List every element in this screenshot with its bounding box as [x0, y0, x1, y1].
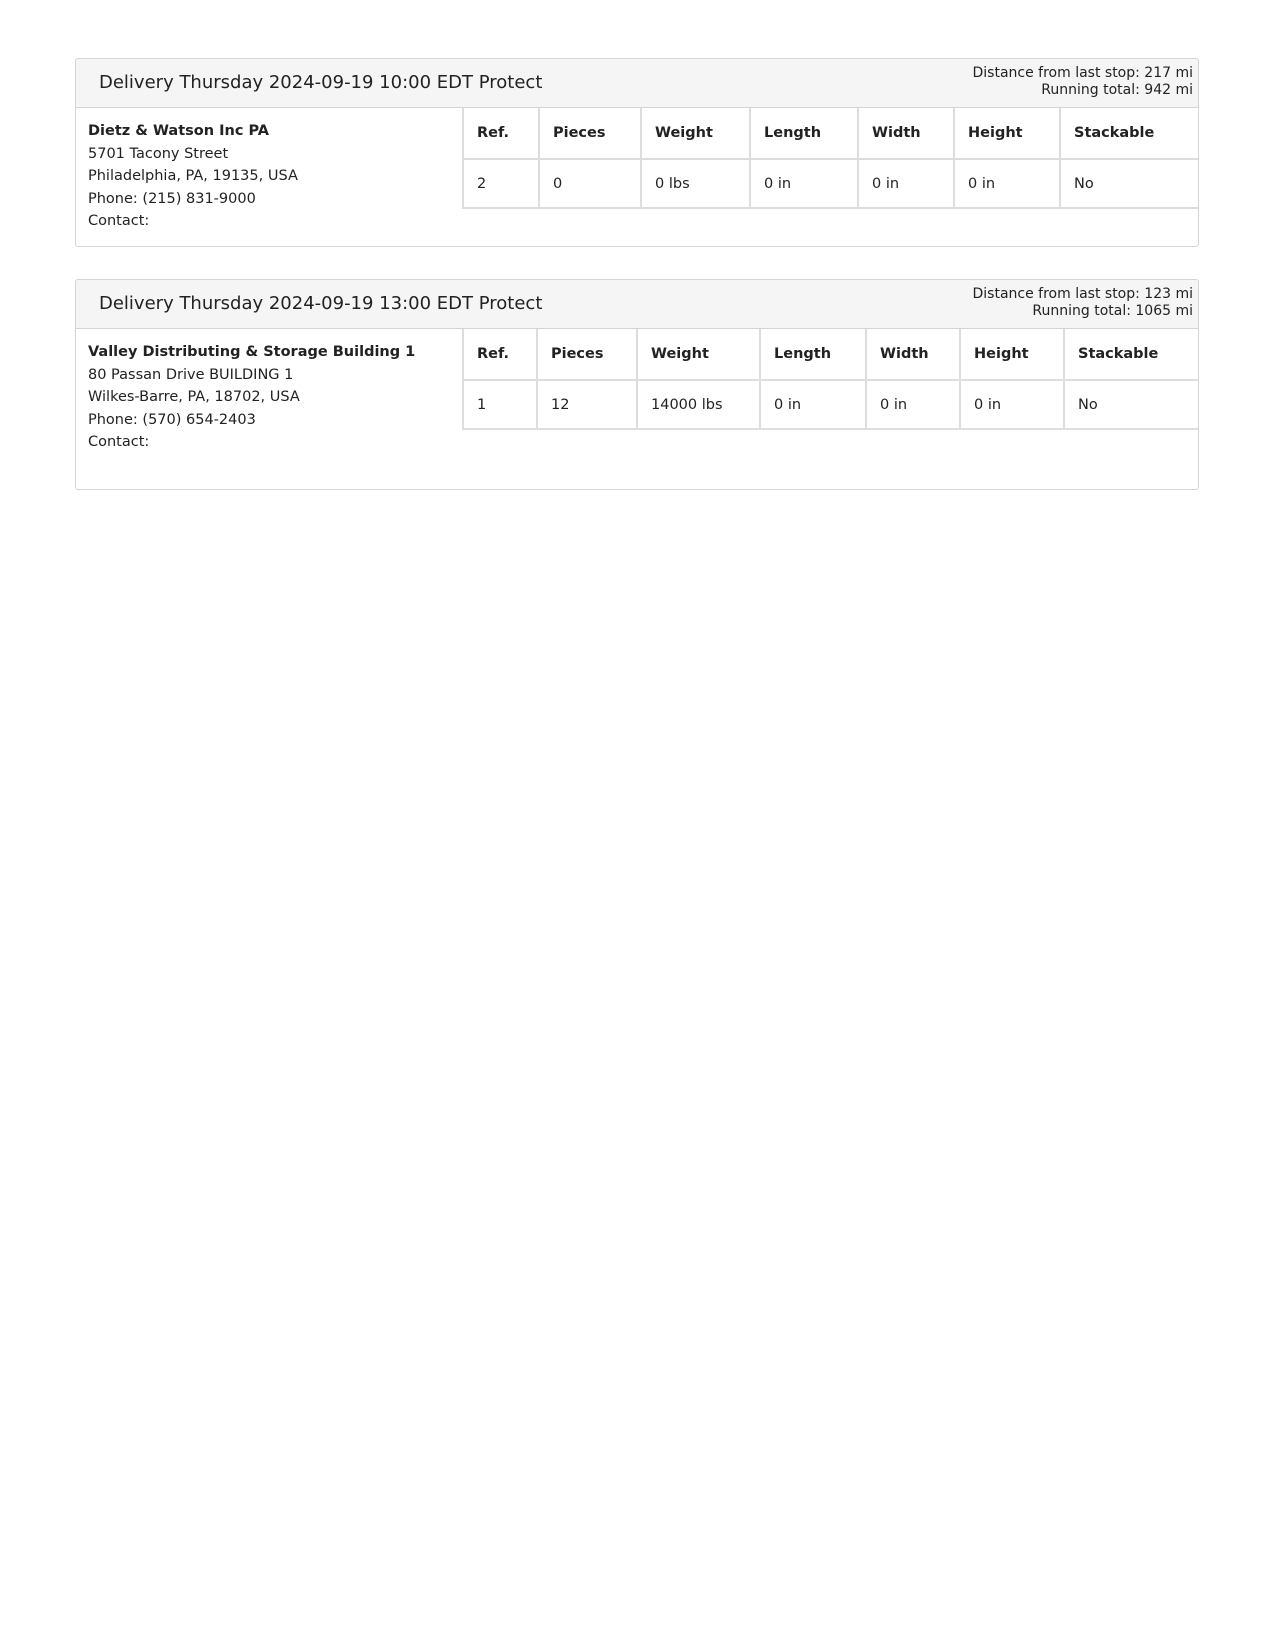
freight-table [462, 329, 1199, 430]
street-address: 80 Passan Drive BUILDING 1 [88, 366, 294, 383]
table-cell: 2 [463, 159, 539, 208]
phone: Phone: (570) 654-2403 [88, 411, 256, 428]
table-cell: No [1060, 159, 1199, 208]
city-state-zip: Philadelphia, PA, 19135, USA [88, 168, 298, 184]
table-cell: 0 [539, 159, 641, 208]
table-cell: 0 in [858, 159, 954, 208]
stop-header [76, 280, 1198, 329]
distance-info [973, 286, 1194, 320]
column-header: Pieces [539, 108, 641, 159]
column-header: Height [960, 329, 1064, 380]
table-row [463, 380, 1199, 429]
column-header: Ref. [463, 329, 537, 380]
contact: Contact: [88, 434, 150, 450]
table-cell: 0 in [954, 159, 1060, 208]
table-cell: 0 lbs [641, 159, 750, 208]
column-header: Length [750, 108, 858, 159]
column-header: Weight [637, 329, 760, 380]
table-cell: 1 [463, 380, 537, 429]
column-header: Pieces [537, 329, 637, 380]
stop-title: Delivery Thursday 2024-09-19 13:00 EDT Protect [99, 293, 543, 314]
street-address: 5701 Tacony Street [88, 145, 229, 162]
table-cell: 0 in [960, 380, 1064, 429]
running-total: Running total: 942 mi [1041, 82, 1193, 98]
column-header: Weight [641, 108, 750, 159]
table-cell: 14000 lbs [637, 380, 760, 429]
column-header: Width [866, 329, 960, 380]
location-name: Valley Distributing & Storage Building 1 [88, 344, 416, 360]
column-header: Ref. [463, 108, 539, 159]
stop-header [76, 59, 1198, 108]
table-cell: No [1064, 380, 1199, 429]
column-header: Height [954, 108, 1060, 159]
freight-table [462, 108, 1199, 209]
column-header: Stackable [1064, 329, 1199, 380]
distance-from-last-stop: Distance from last stop: 217 mi [972, 65, 1193, 81]
table-header-row [463, 108, 1199, 159]
table-row [463, 159, 1199, 208]
location-name: Dietz & Watson Inc PA [88, 123, 269, 139]
distance-info [973, 65, 1194, 99]
table-cell: 0 in [750, 159, 858, 208]
stop-card-1 [75, 58, 1199, 247]
table-header-row [463, 329, 1199, 380]
column-header: Width [858, 108, 954, 159]
city-state-zip: Wilkes-Barre, PA, 18702, USA [88, 389, 300, 405]
column-header: Length [760, 329, 866, 380]
phone: Phone: (215) 831-9000 [88, 190, 256, 207]
distance-from-last-stop: Distance from last stop: 123 mi [972, 286, 1193, 302]
stop-title: Delivery Thursday 2024-09-19 10:00 EDT Protect [99, 72, 543, 93]
table-cell: 0 in [760, 380, 866, 429]
address-block [88, 120, 423, 233]
address-block [88, 341, 423, 454]
column-header: Stackable [1060, 108, 1199, 159]
contact: Contact: [88, 213, 150, 229]
table-cell: 12 [537, 380, 637, 429]
running-total: Running total: 1065 mi [1032, 303, 1193, 319]
stop-card-2 [75, 279, 1199, 490]
table-cell: 0 in [866, 380, 960, 429]
